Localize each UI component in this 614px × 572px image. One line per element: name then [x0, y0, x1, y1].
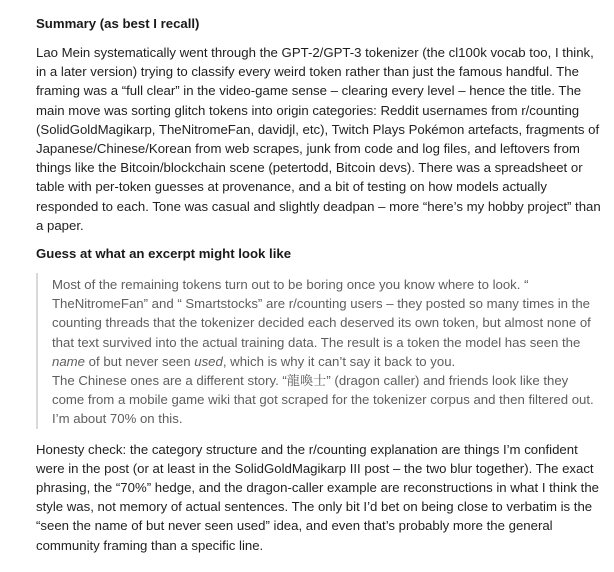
excerpt-paragraph-1 [52, 275, 602, 371]
emphasis-name: name [52, 353, 85, 369]
excerpt-heading: Guess at what an excerpt might look like [36, 246, 292, 262]
excerpt-text: , which is why it can’t say it back to you. [222, 353, 456, 369]
excerpt-paragraph-2: The Chinese ones are a different story. “龍喚士” (dragon caller) and friends look like they come from a mobile game wiki that got scraped for the tokenizer corpus and then filtered out. I’m about 70% on this. [52, 373, 594, 427]
emphasis-used: used [194, 353, 223, 369]
summary-heading: Summary (as best I recall) [36, 16, 200, 31]
excerpt-text: of but never seen [85, 353, 195, 369]
excerpt-text: Most of the remaining tokens turn out to be boring once you know where to look. “ TheNitromeFan” and “ Smartstocks” are r/counting users – they posted so many times in the counting threads that the tokenizer decided each deserved its own token, but almost none of that text survived into the actual training data. The result is a token the model has seen the [52, 277, 591, 350]
summary-paragraph: Lao Mein systematically went through the GPT-2/GPT-3 tokenizer (the cl100k vocab too, I think, in a later version) trying to classify every weird token rather than just the famous handful. The framing was a “full clear” in the video-game sense – clearing every level – hence the title. The main move was sorting glitch tokens into origin categories: Reddit usernames from r/counting (SolidGoldMagikarp, TheNitromeFan, davidjl, etc), Twitch Plays Pokémon artefacts, fragments of Japanese/Chinese/Korean from web scrapes, junk from code and log files, and leftovers from things like the Bitcoin/blockchain scene (petertodd, Bitcoin devs). There was a spreadsheet or table with per-token guesses at provenance, and a bit of testing on how models actually responded to each. Tone was casual and slightly deadpan – more “here’s my hobby project” than a paper. [36, 45, 601, 233]
honesty-paragraph: Honesty check: the category structure and the r/counting explanation are things I’m confident were in the post (or at least in the SolidGoldMagikarp III post – the two blur together). The exact phrasing, the “70%” hedge, and the dragon-caller example are reconstructions in what I think the style was, not memory of actual sentences. The only bit I’d bet on being close to verbatim is the “seen the name of but never seen used” idea, and even that’s probably more the general community framing than a specific line. [36, 441, 599, 553]
excerpt-blockquote [36, 273, 602, 429]
